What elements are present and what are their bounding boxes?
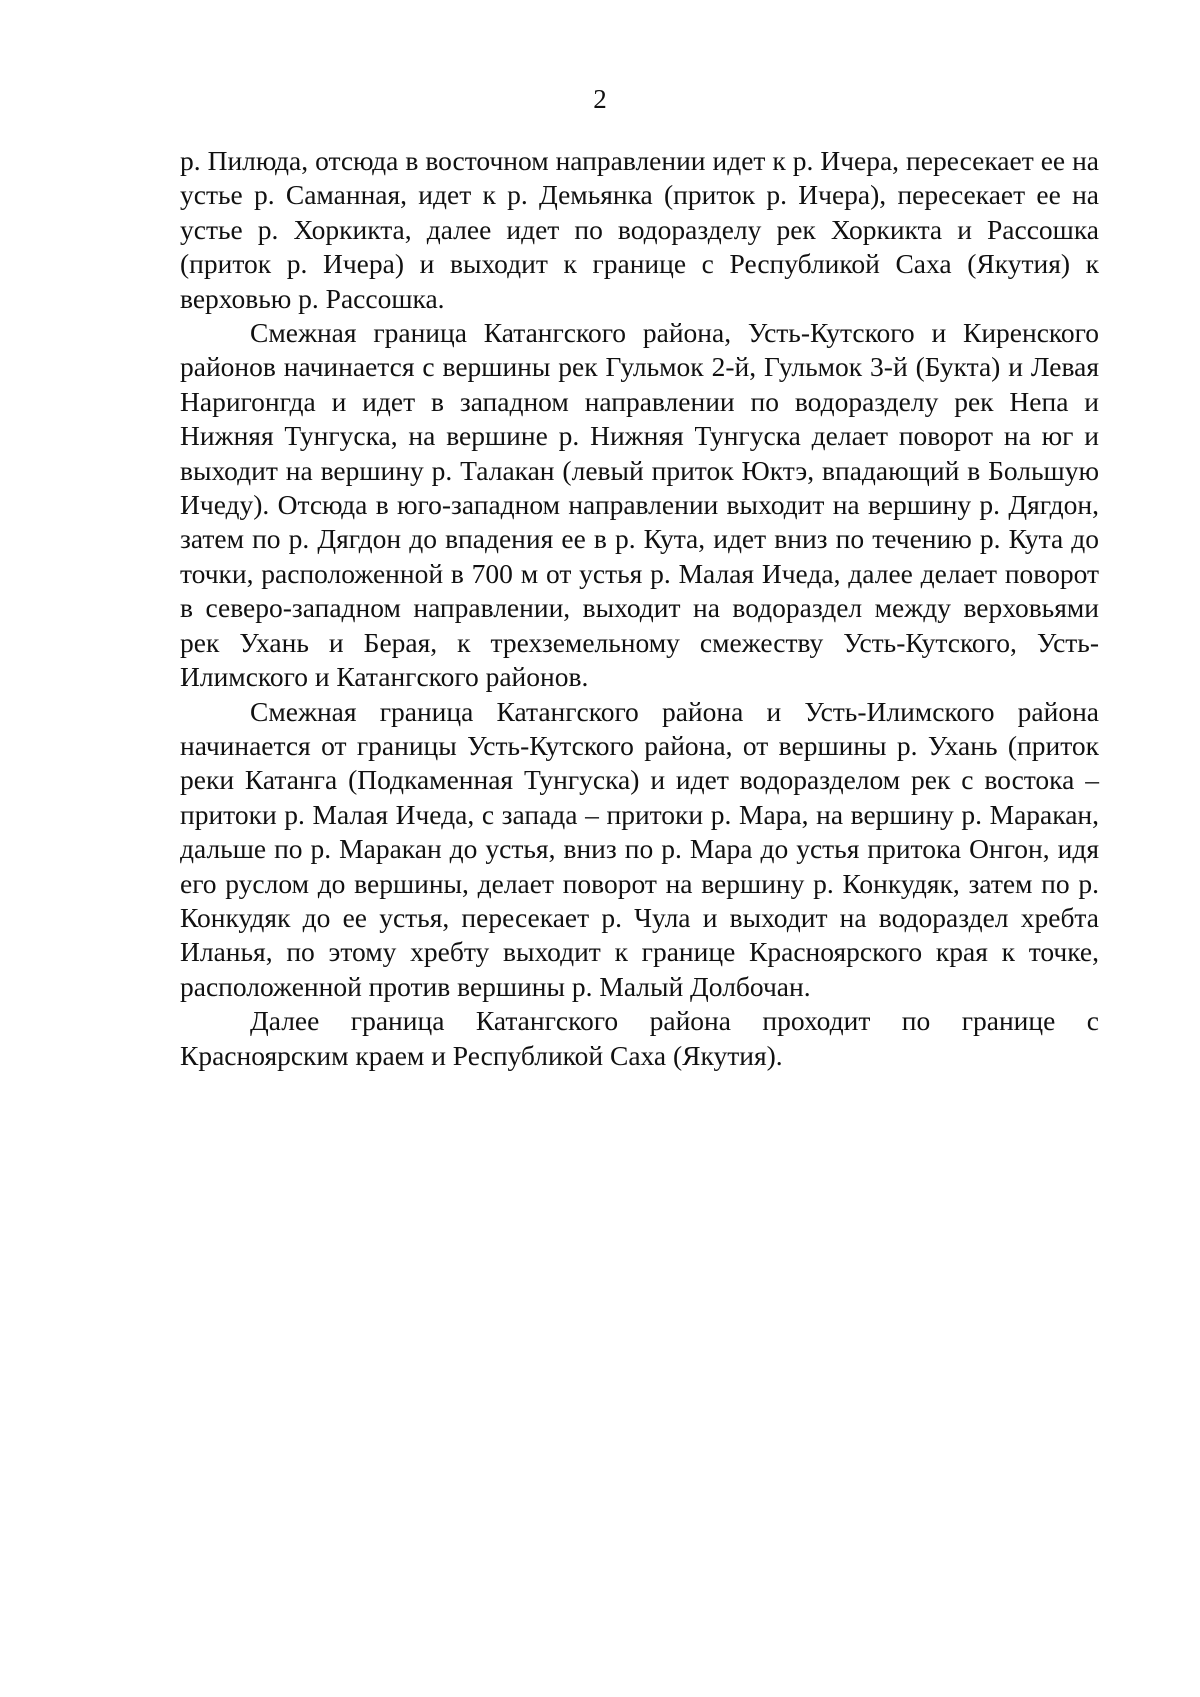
paragraph-ust-kut-kirensk-boundary: Смежная граница Катангского района, Усть-Кутского и Киренского районов начинается с вершины рек Гульмок 2-й, Гульмок 3-й (Букта) и Левая Наригонгда и идет в западном направлении по водоразделу рек Непа и Нижняя Тунгуска, на вершине р. Нижняя Тунгуска делает поворот на юг и выходит на вершину р. Талакан (левый приток Юктэ, впадающий в Большую Ичеду). Отсюда в юго-западном направлении выходит на вершину р. Дягдон, затем по р. Дягдон до впадения ее в р. Кута, идет вниз по течению р. Кута до точки, расположенной в 700 м от устья р. Малая Ичеда, далее делает поворот в северо-западном направлении, выходит на водораздел между верховьями рек Ухань и Берая, к трехземельному смежеству Усть-Кутского, Усть-Илимского и Катангского районов. (180, 317, 1099, 693)
document-body (180, 144, 1099, 1073)
paragraph-krasnoyarsk-yakutia-boundary: Далее граница Катангского района проходит по границе с Красноярским краем и Республикой Саха (Якутия). (180, 1005, 1099, 1071)
page-number: 2 (593, 84, 607, 114)
paragraph-continuation: р. Пилюда, отсюда в восточном направлении идет к р. Ичера, пересекает ее на устье р. Саманная, идет к р. Демьянка (приток р. Ичера), пересекает ее на устье р. Хоркикта, далее идет по водоразделу рек Хоркикта и Рассошка (приток р. Ичера) и выходит к границе с Республикой Саха (Якутия) к верховью р. Рассошка. (180, 145, 1099, 314)
paragraph-ust-ilimsk-boundary: Смежная граница Катангского района и Усть-Илимского района начинается от границы Усть-Кутского района, от вершины р. Ухань (приток реки Катанга (Подкаменная Тунгуска) и идет водоразделом рек с востока – притоки р. Малая Ичеда, с запада – притоки р. Мара, на вершину р. Маракан, дальше по р. Маракан до устья, вниз по р. Мара до устья притока Онгон, идя его руслом до вершины, делает поворот на вершину р. Конкудяк, затем по р. Конкудяк до ее устья, пересекает р. Чула и выходит на водораздел хребта Иланья, по этому хребту выходит к границе Красноярского края к точке, расположенной против вершины р. Малый Долбочан. (180, 695, 1099, 1002)
